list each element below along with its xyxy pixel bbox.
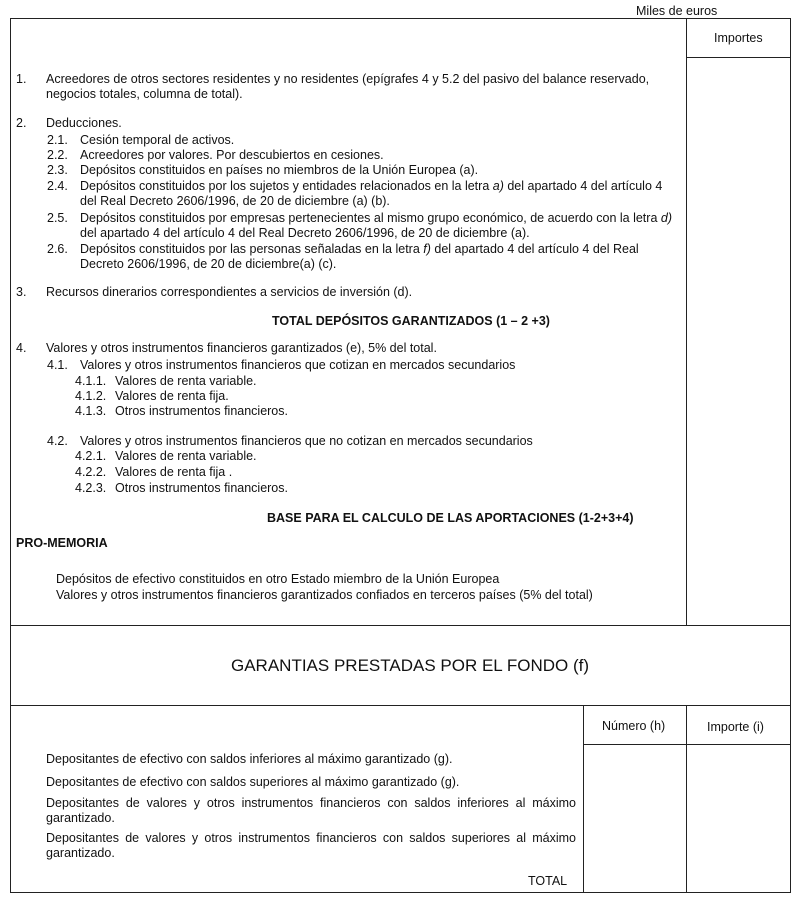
importes-header: Importes: [714, 31, 763, 45]
item-2-2-text: Acreedores por valores. Por descubiertos en cesiones.: [80, 148, 384, 162]
item-4-number: 4.: [16, 341, 27, 355]
item-2-3-text: Depósitos constituidos en países no miembros de la Unión Europea (a).: [80, 163, 479, 177]
garantia-row-1: Depositantes de efectivo con saldos inferiores al máximo garantizado (g).: [46, 752, 453, 766]
left-border: [10, 18, 11, 892]
item-4-2-3-text: Otros instrumentos financieros.: [115, 481, 288, 495]
item-2-2-number: 2.2.: [47, 148, 68, 162]
item-4-2-2-text: Valores de renta fija .: [115, 465, 233, 479]
garantia-row-2: Depositantes de efectivo con saldos superiores al máximo garantizado (g).: [46, 775, 460, 789]
item-4-2-1-number: 4.2.1.: [75, 449, 107, 463]
bottom-border: [10, 892, 791, 893]
base-calculo-label: BASE PARA EL CALCULO DE LAS APORTACIONES (1-2+3+4): [267, 511, 634, 525]
item-1-text: Acreedores de otros sectores residentes y no residentes (epígrafes 4 y 5.2 del pasivo del balance reservado, negocios totales, columna de total).: [46, 72, 650, 101]
importes-header-underline: [686, 57, 790, 58]
item-2-1-text: Cesión temporal de activos.: [80, 133, 235, 147]
item-2-text: Deducciones.: [46, 116, 122, 130]
item-3-text: Recursos dinerarios correspondientes a servicios de inversión (d).: [46, 285, 413, 299]
item-1-number: 1.: [16, 72, 27, 86]
item-2-5-text: Depósitos constituidos por empresas pertenecientes al mismo grupo económico, de acuerdo con la letra d) del apartado 4 del artículo 4 del Real Decreto 2606/1996, de 20 de diciembre (a).: [80, 211, 672, 240]
item-4-2-2-number: 4.2.2.: [75, 465, 107, 479]
item-4-2-1-text: Valores de renta variable.: [115, 449, 257, 463]
item-2-6-text: Depósitos constituidos por las personas señaladas en la letra f) del apartado 4 del artículo 4 del Real Decreto 2606/1996, de 20 de diciembre(a) (c).: [80, 242, 639, 271]
item-2-4-text: Depósitos constituidos por los sujetos y entidades relacionados en la letra a) del apartado 4 del artículo 4 del Real Decreto 2606/1996, de 20 de diciembre (a) (b).: [80, 179, 663, 208]
item-4-1-1-text: Valores de renta variable.: [115, 374, 257, 388]
item-3-number: 3.: [16, 285, 27, 299]
total-depositos-label: TOTAL DEPÓSITOS GARANTIZADOS (1 – 2 +3): [272, 314, 550, 328]
garantia-row-3: Depositantes de valores y otros instrumentos financieros con saldos inferiores al máximo garantizado.: [46, 796, 576, 825]
top-border: [10, 18, 790, 19]
item-4-1-1-number: 4.1.1.: [75, 374, 107, 388]
total-label: TOTAL: [528, 874, 568, 888]
item-4-2-number: 4.2.: [47, 434, 68, 448]
importe-column-divider: [686, 705, 687, 892]
garantia-row-4: Depositantes de valores y otros instrumentos financieros con saldos superiores al máximo garantizado.: [46, 831, 576, 860]
item-2-number: 2.: [16, 116, 27, 130]
pro-memoria-heading: PRO-MEMORIA: [16, 536, 108, 550]
item-2-5-number: 2.5.: [47, 211, 68, 225]
garantias-title: GARANTIAS PRESTADAS POR EL FONDO (f): [231, 656, 589, 675]
item-4-text: Valores y otros instrumentos financieros garantizados (e), 5% del total.: [46, 341, 437, 355]
numero-column-divider: [583, 705, 584, 892]
item-4-1-3-number: 4.1.3.: [75, 404, 107, 418]
item-4-2-text: Valores y otros instrumentos financieros que no cotizan en mercados secundarios: [80, 434, 533, 448]
section-divider: [10, 625, 790, 626]
item-4-1-2-text: Valores de renta fija.: [115, 389, 229, 403]
units-label: Miles de euros: [636, 4, 718, 18]
bottom-header-underline: [583, 744, 790, 745]
item-2-6-number: 2.6.: [47, 242, 68, 256]
item-4-1-3-text: Otros instrumentos financieros.: [115, 404, 288, 418]
importe-header: Importe (i): [707, 720, 764, 734]
pro-memoria-line-2: Valores y otros instrumentos financieros garantizados confiados en terceros países (5% del total): [56, 588, 593, 602]
numero-header: Número (h): [602, 719, 666, 733]
pro-memoria-line-1: Depósitos de efectivo constituidos en otro Estado miembro de la Unión Europea: [56, 572, 500, 586]
item-2-1-number: 2.1.: [47, 133, 68, 147]
item-2-4-number: 2.4.: [47, 179, 68, 193]
item-2-3-number: 2.3.: [47, 163, 68, 177]
item-4-1-text: Valores y otros instrumentos financieros que cotizan en mercados secundarios: [80, 358, 516, 372]
right-border: [790, 18, 791, 892]
item-4-2-3-number: 4.2.3.: [75, 481, 107, 495]
bottom-table-top-border: [10, 705, 790, 706]
importes-column-divider: [686, 18, 687, 625]
item-4-1-2-number: 4.1.2.: [75, 389, 107, 403]
item-4-1-number: 4.1.: [47, 358, 68, 372]
